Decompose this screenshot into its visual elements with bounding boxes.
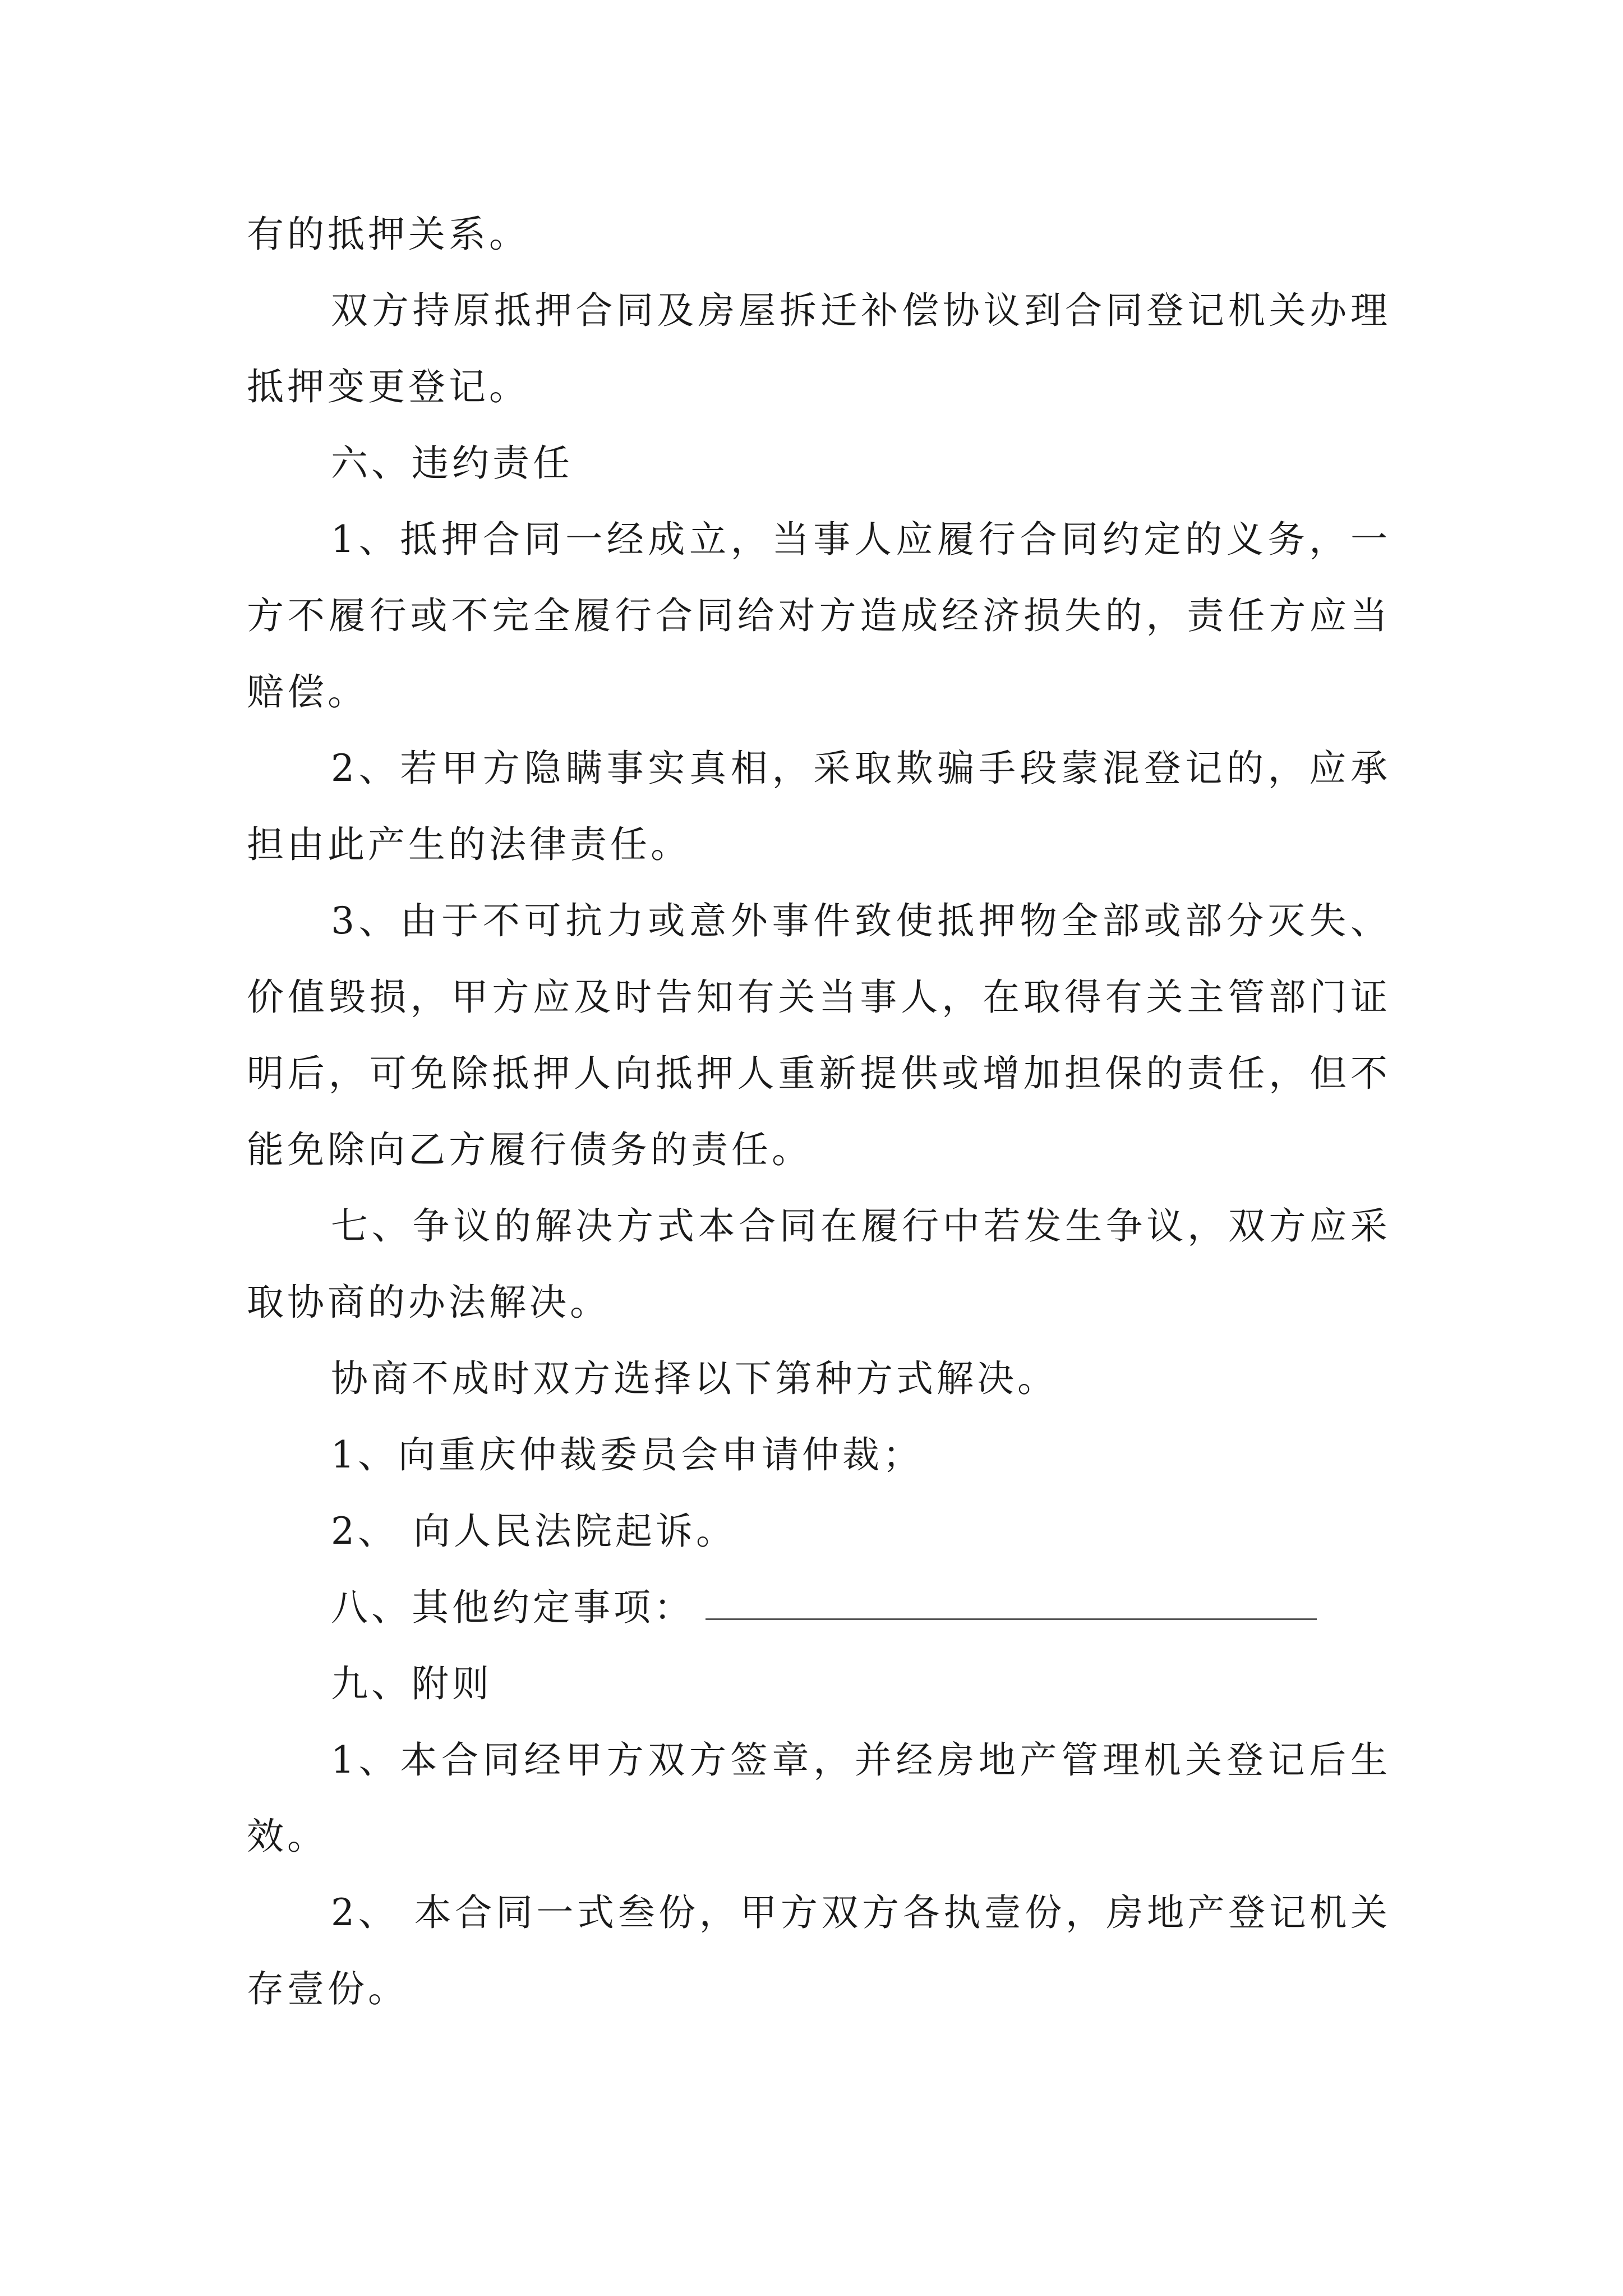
contract-body	[247, 196, 1391, 2027]
other-terms-label: 八、其他约定事项：	[331, 1586, 694, 1629]
paragraph: 1、向重庆仲裁委员会申请仲裁；	[331, 1433, 923, 1476]
paragraph: 1、抵押合同一经成立，当事人应履行合同约定的义务，一方不履行或不完全履行合同给对方造成经济损失的，责任方应当赔偿。	[247, 518, 1391, 714]
section-heading-appendix: 九、附则	[331, 1662, 492, 1705]
paragraph: 3、由于不可抗力或意外事件致使抵押物全部或部分灭失、价值毁损，甲方应及时告知有关当事人，在取得有关主管部门证明后，可免除抵押人向抵押人重新提供或增加担保的责任，但不能免除向乙方履行债务的责任。	[247, 899, 1391, 1171]
paragraph: 2、 本合同一式叁份，甲方双方各执壹份，房地产登记机关存壹份。	[247, 1891, 1391, 2010]
fill-in-blank-line	[706, 1579, 1317, 1620]
paragraph: 1、本合同经甲方双方签章，并经房地产管理机关登记后生效。	[247, 1738, 1391, 1858]
paragraph: 2、若甲方隐瞒事实真相，采取欺骗手段蒙混登记的，应承担由此产生的法律责任。	[247, 747, 1391, 866]
section-heading-other-terms	[247, 1570, 1391, 1646]
section-heading-breach: 六、违约责任	[331, 441, 573, 485]
paragraph: 协商不成时双方选择以下第种方式解决。	[331, 1357, 1058, 1400]
paragraph: 双方持原抵押合同及房屋拆迁补偿协议到合同登记机关办理抵押变更登记。	[247, 289, 1391, 408]
paragraph: 有的抵押关系。	[247, 213, 529, 256]
paragraph: 七、争议的解决方式本合同在履行中若发生争议，双方应采取协商的办法解决。	[247, 1204, 1391, 1324]
paragraph: 2、 向人民法院起诉。	[331, 1510, 736, 1553]
